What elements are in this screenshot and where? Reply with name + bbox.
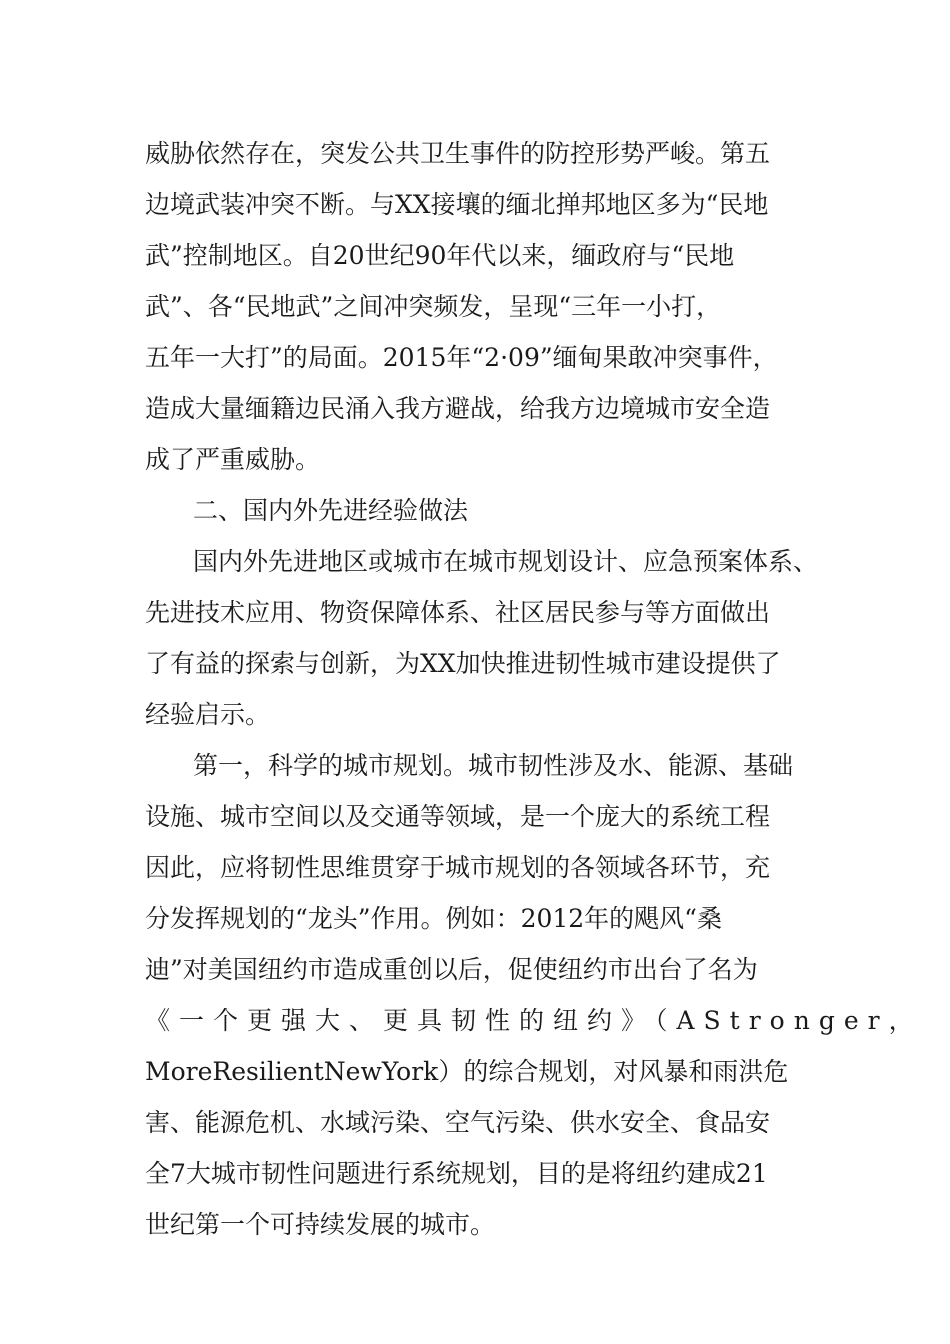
body-text <box>145 128 923 1250</box>
text-line: 迪”对美国纽约市造成重创以后，促使纽约市出台了名为 <box>145 955 758 984</box>
text-line: 《一个更强大、更具韧性的纽约》（AStronger， <box>145 1006 923 1035</box>
text-line: 世纪第一个可持续发展的城市。 <box>145 1210 496 1239</box>
text-line: 五年一大打”的局面。2015年“2·09”缅甸果敢冲突事件， <box>145 343 778 372</box>
text-line: 第一，科学的城市规划。城市韧性涉及水、能源、基础 <box>193 751 794 780</box>
text-line: 先进技术应用、物资保障体系、社区居民参与等方面做出 <box>145 598 771 627</box>
text-line: 造成大量缅籍边民涌入我方避战，给我方边境城市安全造 <box>145 394 771 423</box>
text-line: MoreResilientNewYork）的综合规划，对风暴和雨洪危 <box>145 1057 789 1086</box>
text-line: 害、能源危机、水域污染、空气污染、供水安全、食品安 <box>145 1108 771 1137</box>
text-line: 武”控制地区。自20世纪90年代以来，缅政府与“民地 <box>145 241 735 270</box>
text-line: 边境武装冲突不断。与XX接壤的缅北掸邦地区多为“民地 <box>145 190 769 219</box>
text-line: 了有益的探索与创新，为XX加快推进韧性城市建设提供了 <box>145 649 781 678</box>
section-heading: 二、国内外先进经验做法 <box>193 496 469 525</box>
text-line: 分发挥规划的“龙头”作用。例如：2012年的飓风“桑 <box>145 904 722 933</box>
text-line: 武”、各“民地武”之间冲突频发，呈现“三年一小打， <box>145 292 722 321</box>
text-line: 因此，应将韧性思维贯穿于城市规划的各领域各环节，充 <box>145 853 771 882</box>
text-line: 全7大城市韧性问题进行系统规划，目的是将纽约建成21 <box>145 1159 768 1188</box>
text-line: 经验启示。 <box>145 700 271 729</box>
text-line: 威胁依然存在，突发公共卫生事件的防控形势严峻。第五 <box>145 139 771 168</box>
text-line: 设施、城市空间以及交通等领域，是一个庞大的系统工程 <box>145 802 771 831</box>
text-line: 国内外先进地区或城市在城市规划设计、应急预案体系、 <box>193 547 819 576</box>
text-line: 成了严重威胁。 <box>145 445 321 474</box>
